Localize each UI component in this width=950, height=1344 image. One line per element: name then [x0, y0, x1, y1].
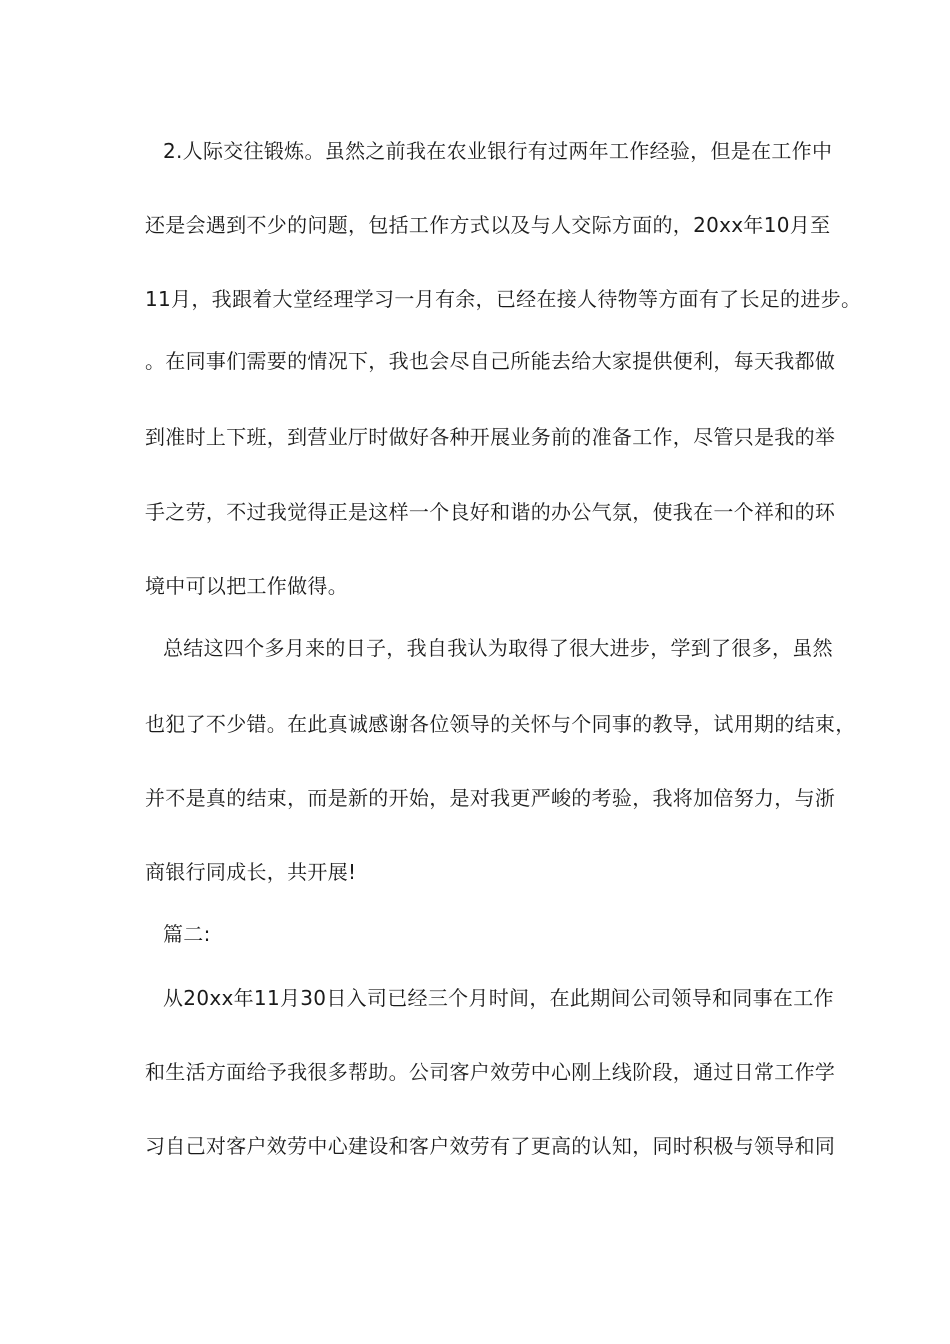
paragraph-line: 从20xx年11月30日入司已经三个月时间，在此期间公司领导和同事在工作	[163, 986, 834, 1010]
paragraph-line: 也犯了不少错。在此真诚感谢各位领导的关怀与个同事的教导，试用期的结束，	[145, 712, 856, 736]
paragraph-line: 11月，我跟着大堂经理学习一月有余，已经在接人待物等方面有了长足的进步。	[145, 287, 862, 311]
paragraph-line: 习自己对客户效劳中心建设和客户效劳有了更高的认知，同时积极与领导和同	[145, 1134, 836, 1158]
paragraph-line: 并不是真的结束，而是新的开始，是对我更严峻的考验，我将加倍努力，与浙	[145, 786, 836, 810]
paragraph-line: 商银行同成长，共开展!	[145, 860, 357, 884]
paragraph-line: 境中可以把工作做得。	[145, 574, 348, 598]
paragraph-line: 总结这四个多月来的日子，我自我认为取得了很大进步，学到了很多，虽然	[163, 636, 833, 660]
paragraph-line: 和生活方面给予我很多帮助。公司客户效劳中心刚上线阶段，通过日常工作学	[145, 1060, 836, 1084]
paragraph-line: 2.人际交往锻炼。虽然之前我在农业银行有过两年工作经验，但是在工作中	[163, 139, 833, 163]
paragraph-line: 手之劳，不过我觉得正是这样一个良好和谐的办公气氛，使我在一个祥和的环	[145, 500, 836, 524]
section-heading: 篇二:	[163, 922, 211, 946]
paragraph-line: 还是会遇到不少的问题，包括工作方式以及与人交际方面的，20xx年10月至	[145, 213, 831, 237]
paragraph-line: 。在同事们需要的情况下，我也会尽自己所能去给大家提供便利，每天我都做	[145, 349, 836, 373]
paragraph-line: 到准时上下班，到营业厅时做好各种开展业务前的准备工作，尽管只是我的举	[145, 425, 836, 449]
